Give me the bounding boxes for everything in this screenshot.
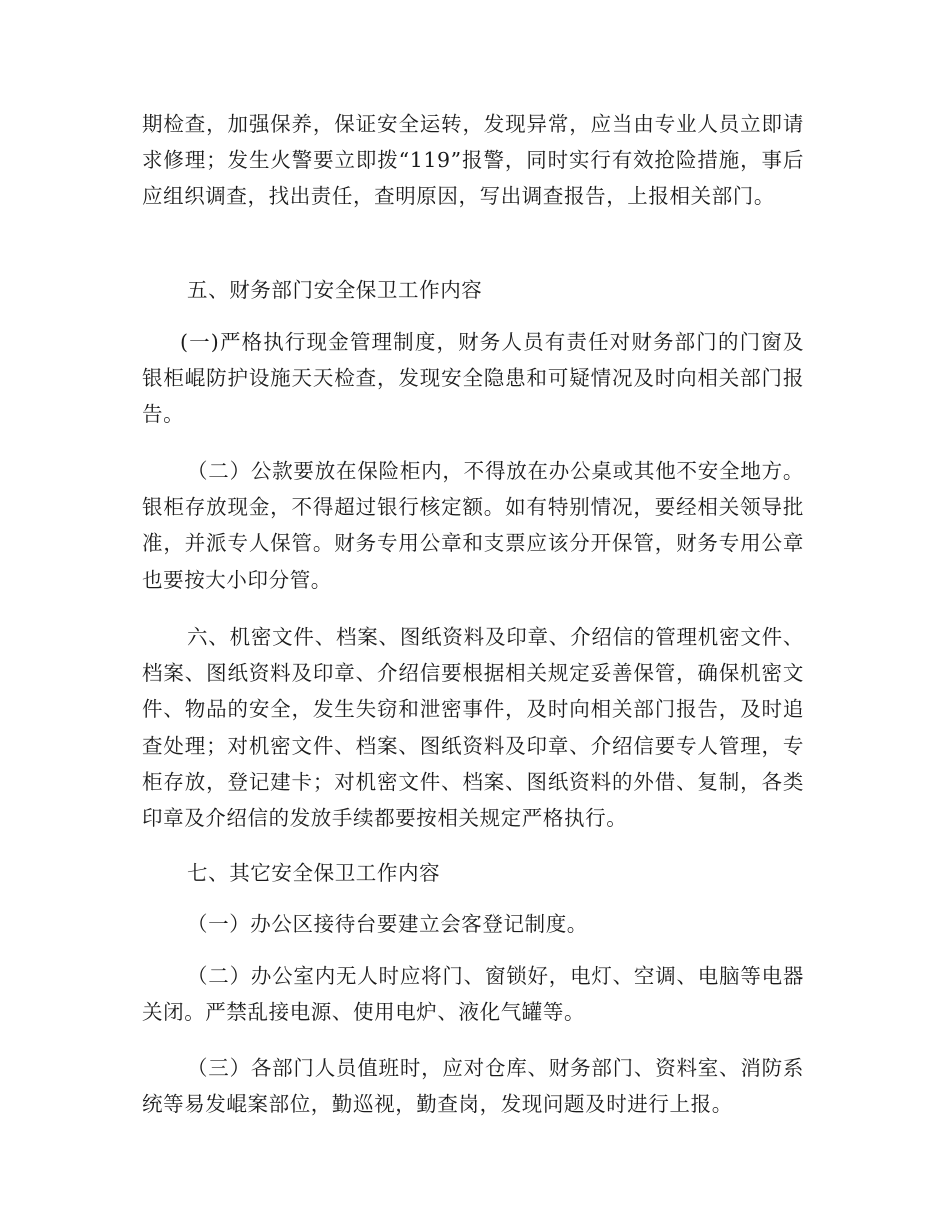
section-heading-finance-security: 五、财务部门安全保卫工作内容	[187, 278, 483, 302]
paragraph-public-funds: （二）公款要放在保险柜内，不得放在办公桌或其他不安全地方。银柜存放现金，不得超过银行核定额。如有特别情况，要经相关领导批准，并派专人保管。财务专用公章和支票应该分开保管，财务专用公章也要按大小印分管。	[142, 459, 804, 592]
paragraph-duty-patrol: （三）各部门人员值班时，应对仓库、财务部门、资料室、消防系统等易发崐案部位，勤巡视，勤查岗，发现问题及时进行上报。	[142, 1056, 804, 1117]
paragraph-fire-safety-continuation: 期检查，加强保养，保证安全运转，发现异常，应当由专业人员立即请求修理；发生火警要立即拨“119”报警，同时实行有效抢险措施，事后应组织调查，找出责任，查明原因，写出调查报告，上报相关部门。	[142, 112, 804, 209]
paragraph-cash-management: (一)严格执行现金管理制度，财务人员有责任对财务部门的门窗及银柜崐防护设施天天检查，发现安全隐患和可疑情况及时向相关部门报告。	[142, 330, 804, 427]
section-confidential-documents: 六、机密文件、档案、图纸资料及印章、介绍信的管理机密文件、档案、图纸资料及印章、介绍信要根据相关规定妥善保管，确保机密文件、物品的安全，发生失窃和泄密事件，及时向相关部门报告，及时追查处理；对机密文件、档案、图纸资料及印章、介绍信要专人管理，专柜存放，登记建卡；对机密文件、档案、图纸资料的外借、复制，各类印章及介绍信的发放手续都要按相关规定严格执行。	[142, 625, 804, 831]
section-heading-other-security: 七、其它安全保卫工作内容	[187, 861, 441, 885]
paragraph-reception-registration: （一）办公区接待台要建立会客登记制度。	[187, 912, 588, 936]
paragraph-office-unattended: （二）办公室内无人时应将门、窗锁好，电灯、空调、电脑等电器关闭。严禁乱接电源、使用电炉、液化气罐等。	[142, 964, 804, 1025]
